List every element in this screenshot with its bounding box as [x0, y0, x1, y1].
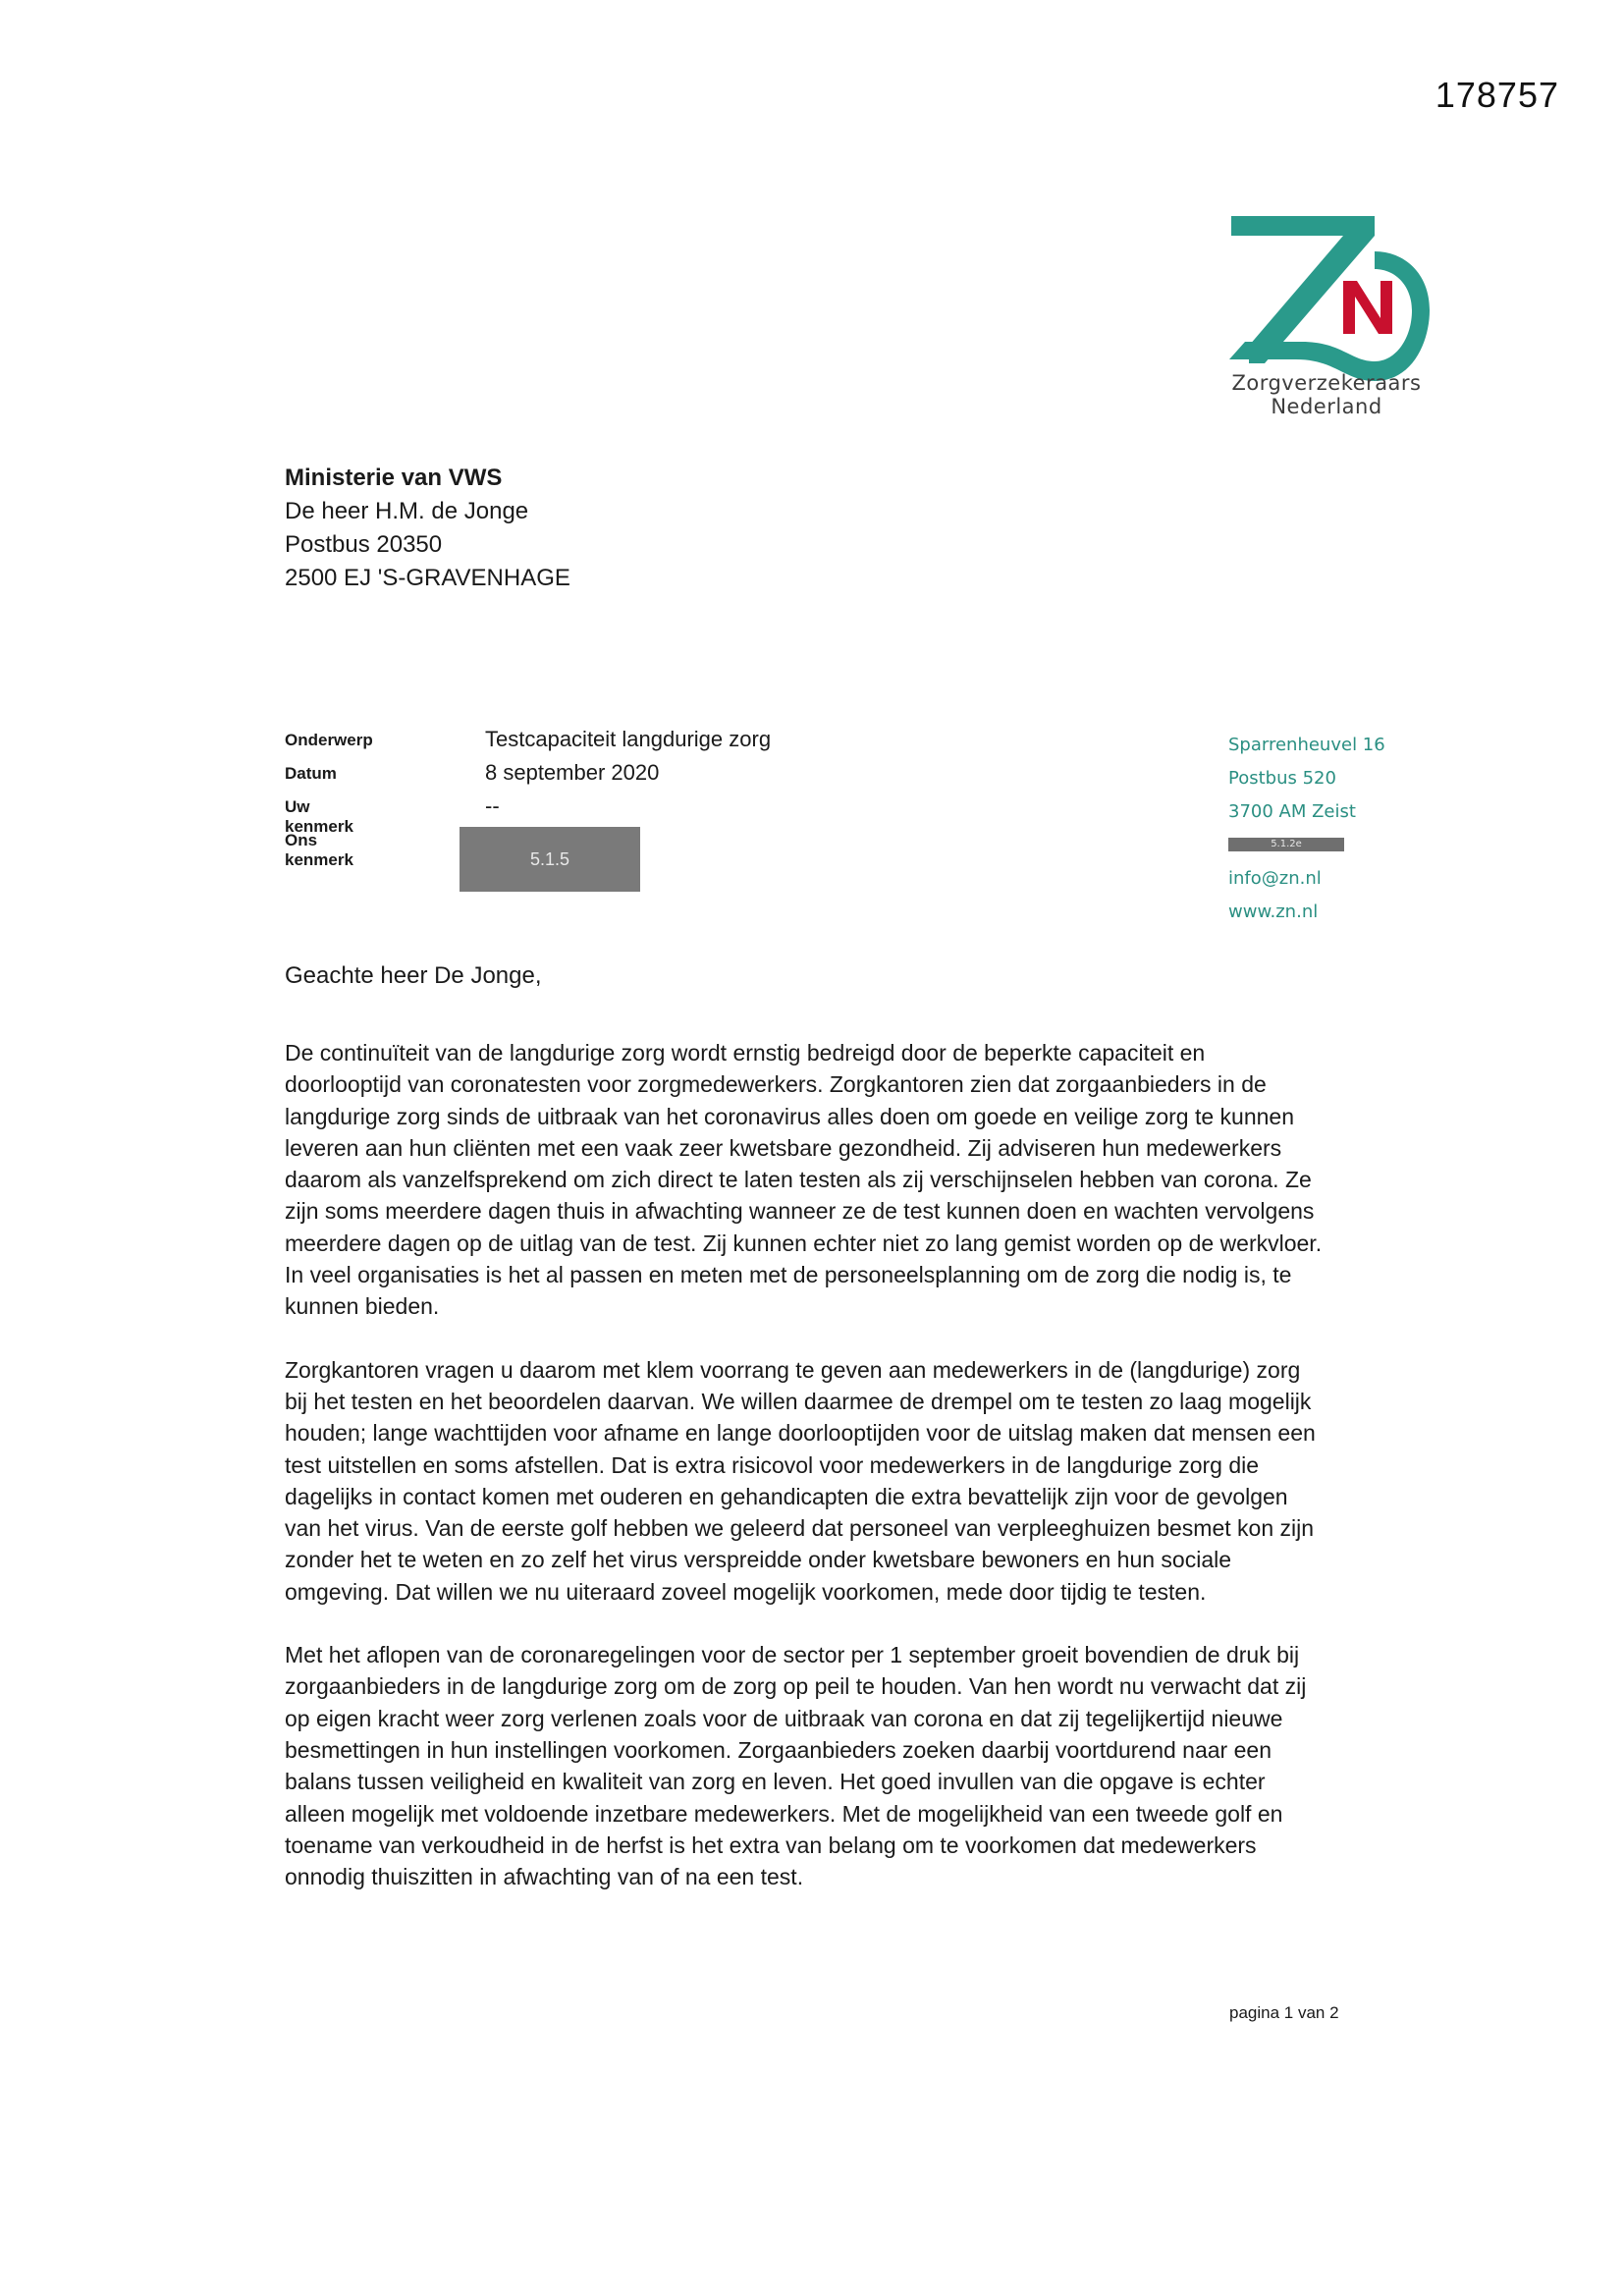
subject-value: Testcapaciteit langdurige zorg	[485, 727, 772, 751]
subject-label: Onderwerp	[285, 731, 373, 749]
body-paragraph-1: De continuïteit van de langdurige zorg wordt ernstig bedreigd door de beperkte capaciteit en doorlooptijd van coronatesten voor zorgmedewerkers. Zorgkantoren zien dat zorgaanbieders in de langdurige zorg sinds de uitbraak van het coronavirus alles doen om goede en veilige zorg te kunnen leveren aan hun cliënten met een vaak zeer kwetsbare gezondheid. Zij adviseren hun medewerkers daarom als vanzelfsprekend om zich direct te laten testen als zij verschijnselen hebben van corona. Ze zijn soms meerdere dagen thuis in afwachting wanneer ze de test kunnen doen en wachten vervolgens meerdere dagen op de uitlag van de test. Zij kunnen echter niet zo lang gemist worden op de werkvloer. In veel organisaties is het al passen en meten met de personeelsplanning om de zorg die nodig is, te kunnen bieden.	[285, 1040, 1323, 1320]
our-ref-redaction: 5.1.5	[460, 827, 640, 892]
logo-caption	[1198, 371, 1455, 418]
recipient-organization: Ministerie van VWS	[285, 465, 503, 491]
recipient-postbus: Postbus 20350	[285, 531, 443, 558]
recipient-address	[285, 462, 570, 595]
salutation: Geachte heer De Jonge,	[285, 962, 542, 989]
your-ref-value: --	[485, 793, 500, 818]
document-number: 178757	[1435, 75, 1559, 115]
recipient-city: 2500 EJ 'S-GRAVENHAGE	[285, 565, 570, 591]
letter-body	[285, 1037, 1326, 1924]
sender-web[interactable]: www.zn.nl	[1228, 902, 1319, 922]
zn-logo-icon	[1227, 212, 1434, 389]
sender-address	[1228, 729, 1385, 929]
sender-email[interactable]: info@zn.nl	[1228, 868, 1322, 889]
date-value: 8 september 2020	[485, 760, 660, 785]
sender-redaction: 5.1.2e	[1228, 838, 1344, 851]
page-number: pagina 1 van 2	[1229, 2003, 1339, 2022]
logo-caption-line1: Zorgverzekeraars	[1231, 371, 1422, 395]
sender-street: Sparrenheuvel 16	[1228, 735, 1385, 755]
our-ref-label: Ons kenmerk	[285, 831, 353, 869]
body-paragraph-3: Met het aflopen van de coronaregelingen voor de sector per 1 september groeit bovendien de druk bij zorgaanbieders in de langdurige zorg om de zorg op peil te houden. Van hen wordt nu verwacht dat zij op eigen kracht weer zorg verlenen zoals voor de uitbraak van corona en dat zij tegelijkertijd nieuwe besmettingen in hun instellingen voorkomen. Zorgaanbieders zoeken daarbij voortdurend naar een balans tussen veiligheid en kwaliteit van zorg en leven. Het goed invullen van die opgave is echter alleen mogelijk met voldoende inzetbare medewerkers. Met de mogelijkheid van een tweede golf en toename van verkoudheid in de herfst is het extra van belang om te voorkomen dat medewerkers onnodig thuiszitten in afwachting van of na een test.	[285, 1642, 1307, 1890]
your-ref-label: Uw kenmerk	[285, 797, 353, 836]
logo-caption-line2: Nederland	[1271, 395, 1382, 418]
sender-postbus: Postbus 520	[1228, 768, 1336, 789]
recipient-name: De heer H.M. de Jonge	[285, 498, 529, 524]
body-paragraph-2: Zorgkantoren vragen u daarom met klem voorrang te geven aan medewerkers in de (langdurige) zorg bij het testen en het beoordelen daarvan. We willen daarmee de drempel om te testen zo laag mogelijk houden; lange wachttijden voor afname en lange doorlooptijden voor de uitslag maken dat mensen een test uitstellen en soms afstellen. Dat is extra risicovol voor medewerkers in de langdurige zorg die dagelijks in contact komen met ouderen en gehandicapten die extra bevattelijk zijn voor de gevolgen van het virus. Van de eerste golf hebben we geleerd dat personeel van verpleeghuizen besmet kon zijn zonder het te weten en zo zelf het virus verspreidde onder kwetsbare bewoners en hun sociale omgeving. Dat willen we nu uiteraard zoveel mogelijk voorkomen, mede door tijdig te testen.	[285, 1356, 1316, 1605]
date-label: Datum	[285, 764, 337, 783]
sender-city: 3700 AM Zeist	[1228, 801, 1356, 822]
